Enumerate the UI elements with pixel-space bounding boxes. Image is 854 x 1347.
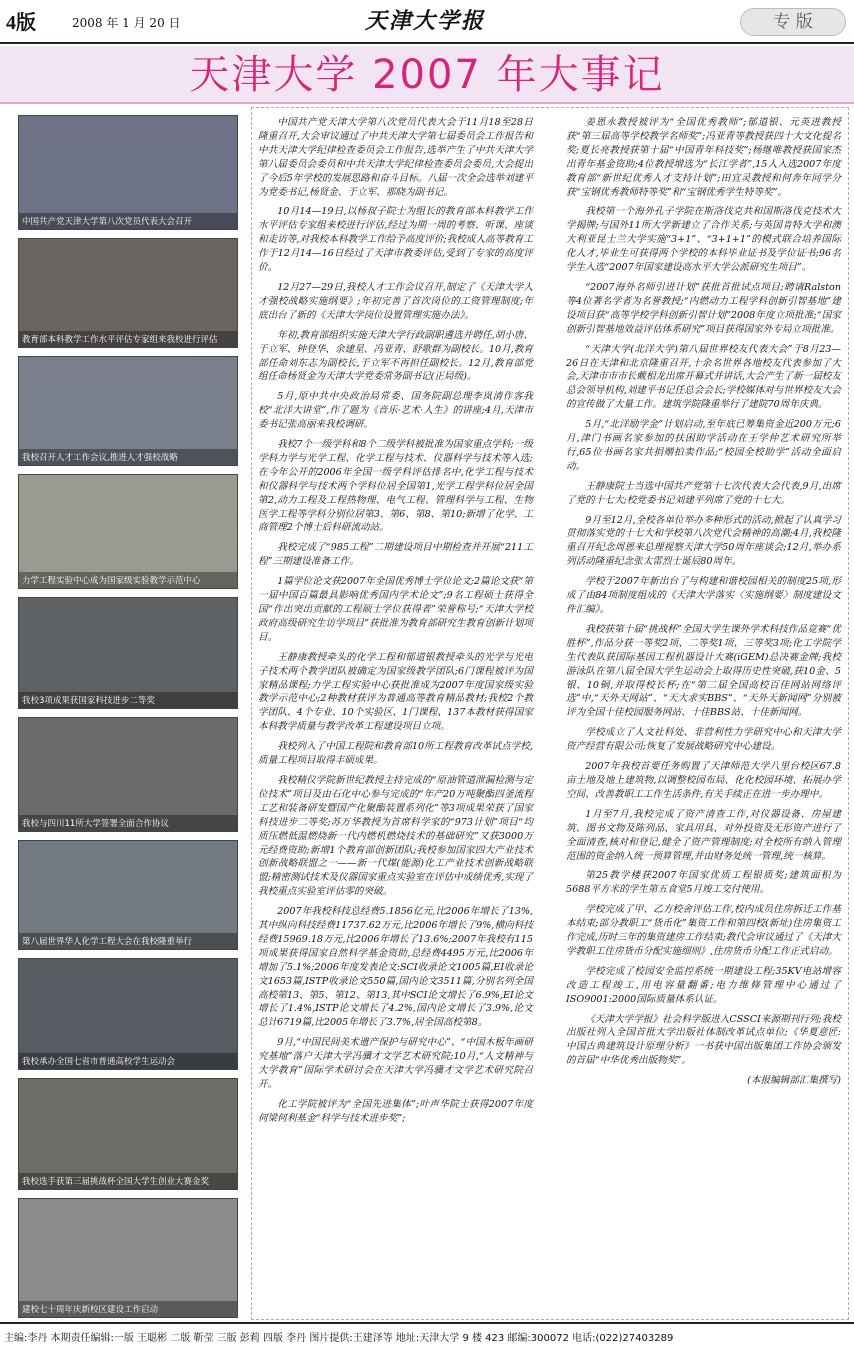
- paragraph: 5月,“北洋励学金”计划启动,至年底已筹集资金近200万元;6月,津门书画名家参加的扶困助学活动在王学仲艺术研究所举行,65位书画名家共捐赠拍卖作品;“校园全校助学”活动全面启动。: [566, 419, 841, 472]
- banner-title: 天津大学 2007 年大事记: [189, 52, 665, 98]
- paragraph: 5月,原中共中央政治局常委、国务院副总理李岚清作客我校“北洋大讲堂”,作了题为《音乐·艺术·人生》的讲座;4月,天津市委书记张高丽来我校调研。: [258, 391, 533, 431]
- paragraph: 学校完成了甲、乙方校舍评估工作,校内成员住房拆迁工作基本结束;部分教职工“货币化”集资工作和第四校(新址)住房集资工作完成,历时三年的集资建房工作结束;教代会审议通过了《天津大学教职工住房货币分配实施细则》,住房货币分配工作正式启动。: [566, 904, 841, 957]
- paragraph: 中国共产党天津大学第八次党员代表大会于11月18至28日隆重召开,大会审议通过了中共天津大学第七届委员会工作报告和中共天津大学纪律检查委员会工作报告,选举产生了中共天津大学第八届委员会委员和中共天津大学纪律检查委员会委员,大会提出了今后5年学校的发展思路和奋斗目标。八届一次全会选举刘建平为党委书记,杨贤金、于立军、那晓为副书记。: [258, 117, 533, 198]
- photo-lab-center: [18, 474, 238, 589]
- paragraph: 王静康教授牵头的化学工程和郁道银教授牵头的光学与光电子技术两个教学团队被确定为国家级教学团队;6门课程被评为国家精品课程;力学工程实验中心获批准成为2007年度国家级实验教学示范中心;2种教材获评为普通高等教育精品教材;我校2个教学团队、4个专业、10个实验区、1门课程、137本教材获得国家本科教学质量与教学改革工程建设项目立项。: [258, 651, 533, 733]
- paragraph: 我校精仪学院新世纪教授主持完成的“原油管道泄漏检测与定位技术”项目及由石化中心参与完成的“年产20万吨聚酯四釜流程工艺和装备研发暨国产化聚酯装置系列化”等3项成果荣获了国家科技进步二等奖;苏万华教授为首席科学家的“973计划”项目“均质压燃低温燃烧新一代内燃机燃烧技术的基础研究”又获3000万元经费资助;新增1个教育部创新团队;我校参加国家四大产业技术创新战略联盟之一——新一代煤(能源)化工产业技术创新战略联盟;精密测试技术及仪器国家重点实验室在评估中成绩优秀,实现了我校重点实验室评估零的突破。: [258, 774, 533, 898]
- photo-caption: 我校选手获第三届挑战杯全国大学生创业大赛金奖: [19, 1173, 237, 1189]
- section-badge: 专 版: [740, 8, 846, 36]
- photo-caption: 我校与四川11所大学签署全面合作协议: [19, 815, 237, 831]
- photo-science-award: [18, 597, 238, 709]
- text-column-right: [566, 116, 841, 1094]
- photo-caption: 中国共产党天津大学第八次党员代表大会召开: [19, 213, 237, 229]
- paragraph: 9月,“中国民间美术遗产保护与研究中心”、“中国木板年画研究基地”落户天津大学冯骥才文学艺术研究院;10月,“人文精神与大学教育”国际学术研讨会在天津大学冯骥才文学艺术研究院召开。: [258, 1037, 533, 1090]
- header-rule: [0, 42, 854, 44]
- text-column-left: [258, 116, 533, 1132]
- paragraph: 我校完成了“985工程”二期建设项目中期检查并开展“211工程”三期建设准备工作。: [258, 542, 533, 568]
- photo-games: [18, 958, 238, 1070]
- photo-cooperation: [18, 717, 238, 832]
- photo-challenge-cup: [18, 1078, 238, 1190]
- paragraph: “2007海外名师引进计划”获批首批试点项目;聘请Ralston等4位著名学者为名誉教授;“内燃动力工程学科创新引智基地”建设项目获“高等学校学科创新引智计划”2008年度立项批准;“国家创新引智基地效益评估体系研究”项目获得国家外专局立项批准。: [566, 281, 841, 335]
- photo-caption: 我校3项成果获国家科技进步二等奖: [19, 692, 237, 708]
- paragraph: 1篇学位论文获2007年全国优秀博士学位论文;2篇论文获“第一届中国百篇最具影响优秀国内学术论文”;9名工程硕士获得全国“作出突出贡献的工程硕士学位获得者”荣誉称号;“天津大学校政府高级研究生访学项目”获批准为教育部研究生教育创新计划项目。: [258, 576, 534, 643]
- paragraph: 学校于2007年新出台了与构建和谐校园相关的制度25项,形成了由84项制度组成的《天津大学落实〈实施纲要〉制度建设文件汇编》。: [566, 576, 841, 615]
- page-footer: [0, 1322, 854, 1344]
- paragraph: 1月至7月,我校完成了资产清查工作,对仪器设备、房屋建筑、图书文物及陈列品、家具用具、对外投资及无形资产进行了全面清查,核对和登记,健全了资产管理制度;对全校所有纳入管理范围的资金纳入统一预算管理,并由财务处统一管理,统一核算。: [566, 808, 841, 862]
- paragraph: 9月至12月,全校各单位举办多种形式的活动,掀起了认真学习贯彻落实党的十七大和学校第八次党代会精神的高潮;4月,我校隆重召开纪念周恩来总理视察天津大学50周年座谈会;12月,举办系列活动隆重纪念张太雷烈士诞辰80周年。: [566, 514, 841, 568]
- paragraph: 第25教学楼获2007年国家优质工程银质奖;建筑面积为5688平方米的学生第五食堂5月竣工交付使用。: [566, 870, 841, 896]
- paragraph: “天津大学(北洋大学)第八届世界校友代表大会”于8月23—26日在天津和北京隆重召开,十余名世界各地校友代表参加了大会,天津市市市长戴相龙出席开幕式并讲话,大会产生了新一届校友总会领导机构,刘建平书记任总会会长;学校媒体对与世界校友大会的宣传做了大量工作。建筑学院隆重举行了建院70周年庆典。: [566, 343, 841, 411]
- paragraph: 姜恩永教授被评为“全国优秀教师”;郁道银、元英进教授获“第三届高等学校教学名师奖”;冯亚青等教授获四十大文化提名奖;夏长亮教授获第十届“中国青年科技奖”;杨继唯教授获国家杰出青年基金资助;4位教授增选为“长江学者”,15人入选2007年度教育部“新世纪优秀人才支持计划”;田宜灵教授和何奔年同学分获“宝钢优秀教师特等奖”和“宝钢优秀学生特等奖”。: [566, 117, 841, 198]
- paragraph: 我校列入了中国工程院和教育部10所工程教育改革试点学校,质量工程项目取得丰硕成果。: [258, 741, 533, 767]
- paragraph: 王静康院士当选中国共产党第十七次代表大会代表,9月,出席了党的十七大;校党委书记刘建平列席了党的十七大。: [566, 480, 841, 506]
- photo-alumni-congress: [18, 840, 238, 950]
- masthead: 天津大学报: [365, 8, 486, 34]
- paragraph: 学校完成了校园安全监控系统一期建设工程;35KV电站增容改造工程竣工,用电容量翻番;电力维修管理中心通过了ISO9001:2000国际质量体系认证。: [566, 965, 841, 1005]
- photo-talent-meeting: [18, 356, 238, 466]
- paragraph: 我校获第十届“挑战杯”全国大学生课外学术科技作品竞赛“优胜杯”,作品分获一等奖2项、二等奖1项、三等奖3项;化工学院学生代表队获国际基因工程机器设计大赛(iGEM)总决赛金牌;我校游泳队在第八届全国大学生运动会上取得历史性突破,获10金、5银、10铜,并取得校长杯;在“第二届全国高校百佳网站网络评选”中,“天外天网站”、“天大求实BBS”、“天外天新闻网”分别被评为全国十佳校园服务网站、十佳BBS站、十佳新闻网。: [566, 623, 841, 719]
- photo-caption: 我校召开人才工作会议,推进人才强校战略: [19, 449, 237, 465]
- paragraph: 化工学院被评为“全国先进集体”;叶声华院士获得2007年度何梁何利基金“科学与技术进步奖”;: [258, 1098, 533, 1124]
- paragraph: 年初,教育部组织实施天津大学行政副职遴选并聘任,胡小唐、于立军、钟登华、余建星、冯亚青、舒歌群为副校长。10月,教育部任命刘东志为副校长,于立军不再担任副校长。12月,教育部党组任命杨贤金为天津大学党委常务副书记(正局级)。: [258, 329, 533, 383]
- paragraph: 我校7个一级学科和8个二级学科被批准为国家重点学科;一级学科力学与光学工程、化学工程与技术、仪器科学与技术等入选;在今年公开的2006年全国一级学科评估排名中,化学工程与技术和仪器科学与技术两个学科位居全国第1,光学工程学科位居全国第2,动力工程及工程热物理、电气工程、管理科学与工程、生物医学工程等学科分别位居第3、第6、第8、第10;新增了化学、工商管理2个博士后科研流动站。: [258, 439, 533, 534]
- paragraph: 学校成立了人文社科处、非营利性力学研究中心和天津大学资产经营有限公司;恢复了发展战略研究中心建设。: [566, 727, 841, 753]
- editor-credit: (本报编辑部汇集撰写): [747, 1075, 841, 1087]
- footer-credits: 主编:李丹 本期责任编辑:一版 王聪彬 二版 靳莹 三版 彭莉 四版 李丹 图片提供:王建泽等 地址:天津大学 9 楼 423 邮编:300072 电话:(022)27403289: [4, 1333, 674, 1344]
- paragraph: 2007年我校科技总经费5.1856亿元,比2006年增长了13%,其中纵向科技经费11737.62万元,比2006年增长了9%,横向科技经费15969.18万元,比2006年增长了13.6%;2007年我校有115项成果获得国家自然科学基金资助,总经费4495万元,比2006年增加了5.1%;2006年度发表论文:SCI收录论文1005篇,EI收录论文1653篇,ISTP收录论文550篇,国内论文3511篇,分别名列全国高校第13、第5、第12、第13,其中SCI论文增长了6.9%,EI论文增长了1.4%,ISTP论文增长了4.2%,国内论文增长了3.9%,论文总计6719篇,比2005年增长了3.7%,居全国高校第8。: [258, 906, 533, 1029]
- photo-caption: 第八届世界华人化学工程大会在我校隆重举行: [19, 933, 237, 949]
- paragraph: 我校第一个海外孔子学院在斯洛伐克共和国斯洛伐克技术大学揭牌;与国外11所大学新建立了合作关系;与英国肯特大学和澳大利亚昆士兰大学实施“3+1”、“3+1+1”的模式联合培养国际化人才,毕业生可获得两个学校的本科毕业证书及学位证书;96名学生入选“2007年国家建设高水平大学公派研究生项目”。: [566, 206, 841, 274]
- page-number: 4版: [6, 12, 36, 34]
- banner: [0, 46, 854, 104]
- issue-date: 2008 年 1 月 20 日: [72, 16, 181, 30]
- photo-caption: 建校七十周年庆新校区建设工作启动: [19, 1301, 237, 1317]
- paragraph: 10月14—19日,以杨叔子院士为组长的教育部本科教学工作水平评估专家组来校进行评估,经过为期一周的考察、听课、座谈和走访等,对我校本科教学工作给予高度评价;我校成人高等教育工作于12月14—16日经过了天津市教委评估,受到了专家的高度评价。: [258, 206, 533, 274]
- photo-caption: 我校承办全国七省市普通高校学生运动会: [19, 1053, 237, 1069]
- page-header: [0, 0, 854, 42]
- paragraph: 12月27—29日,我校人才工作会议召开,制定了《天津大学人才强校战略实施纲要》;年初完善了首次岗位的工资管理制度;年底出台了新的《天津大学岗位设置管理实施办法》。: [258, 281, 533, 321]
- photo-caption: 教育部本科教学工作水平评估专家组来我校进行评估: [19, 331, 237, 347]
- photo-party-congress: [18, 115, 238, 230]
- photo-campus-building: [18, 1198, 238, 1318]
- photo-caption: 力学工程实验中心成为国家级实验教学示范中心: [19, 572, 237, 588]
- paragraph: 《天津大学学报》社会科学版进入CSSCI来源期刊行列;我校出版社列入全国首批大学出版社体制改革试点单位;《华夏意匠:中国古典建筑设计原理分析》一书获中国出版集团工作协会颁发的首届“中华优秀出版物奖”。: [566, 1013, 841, 1067]
- paragraph: 2007年我校首要任务购置了天津师范大学八里台校区67.8亩土地及地上建筑物,以调整校园布局、化化校园环境、拓展办学空间、改善教职工工作生活条件,有关手续正在进一步办理中。: [566, 761, 841, 800]
- photo-evaluation: [18, 238, 238, 348]
